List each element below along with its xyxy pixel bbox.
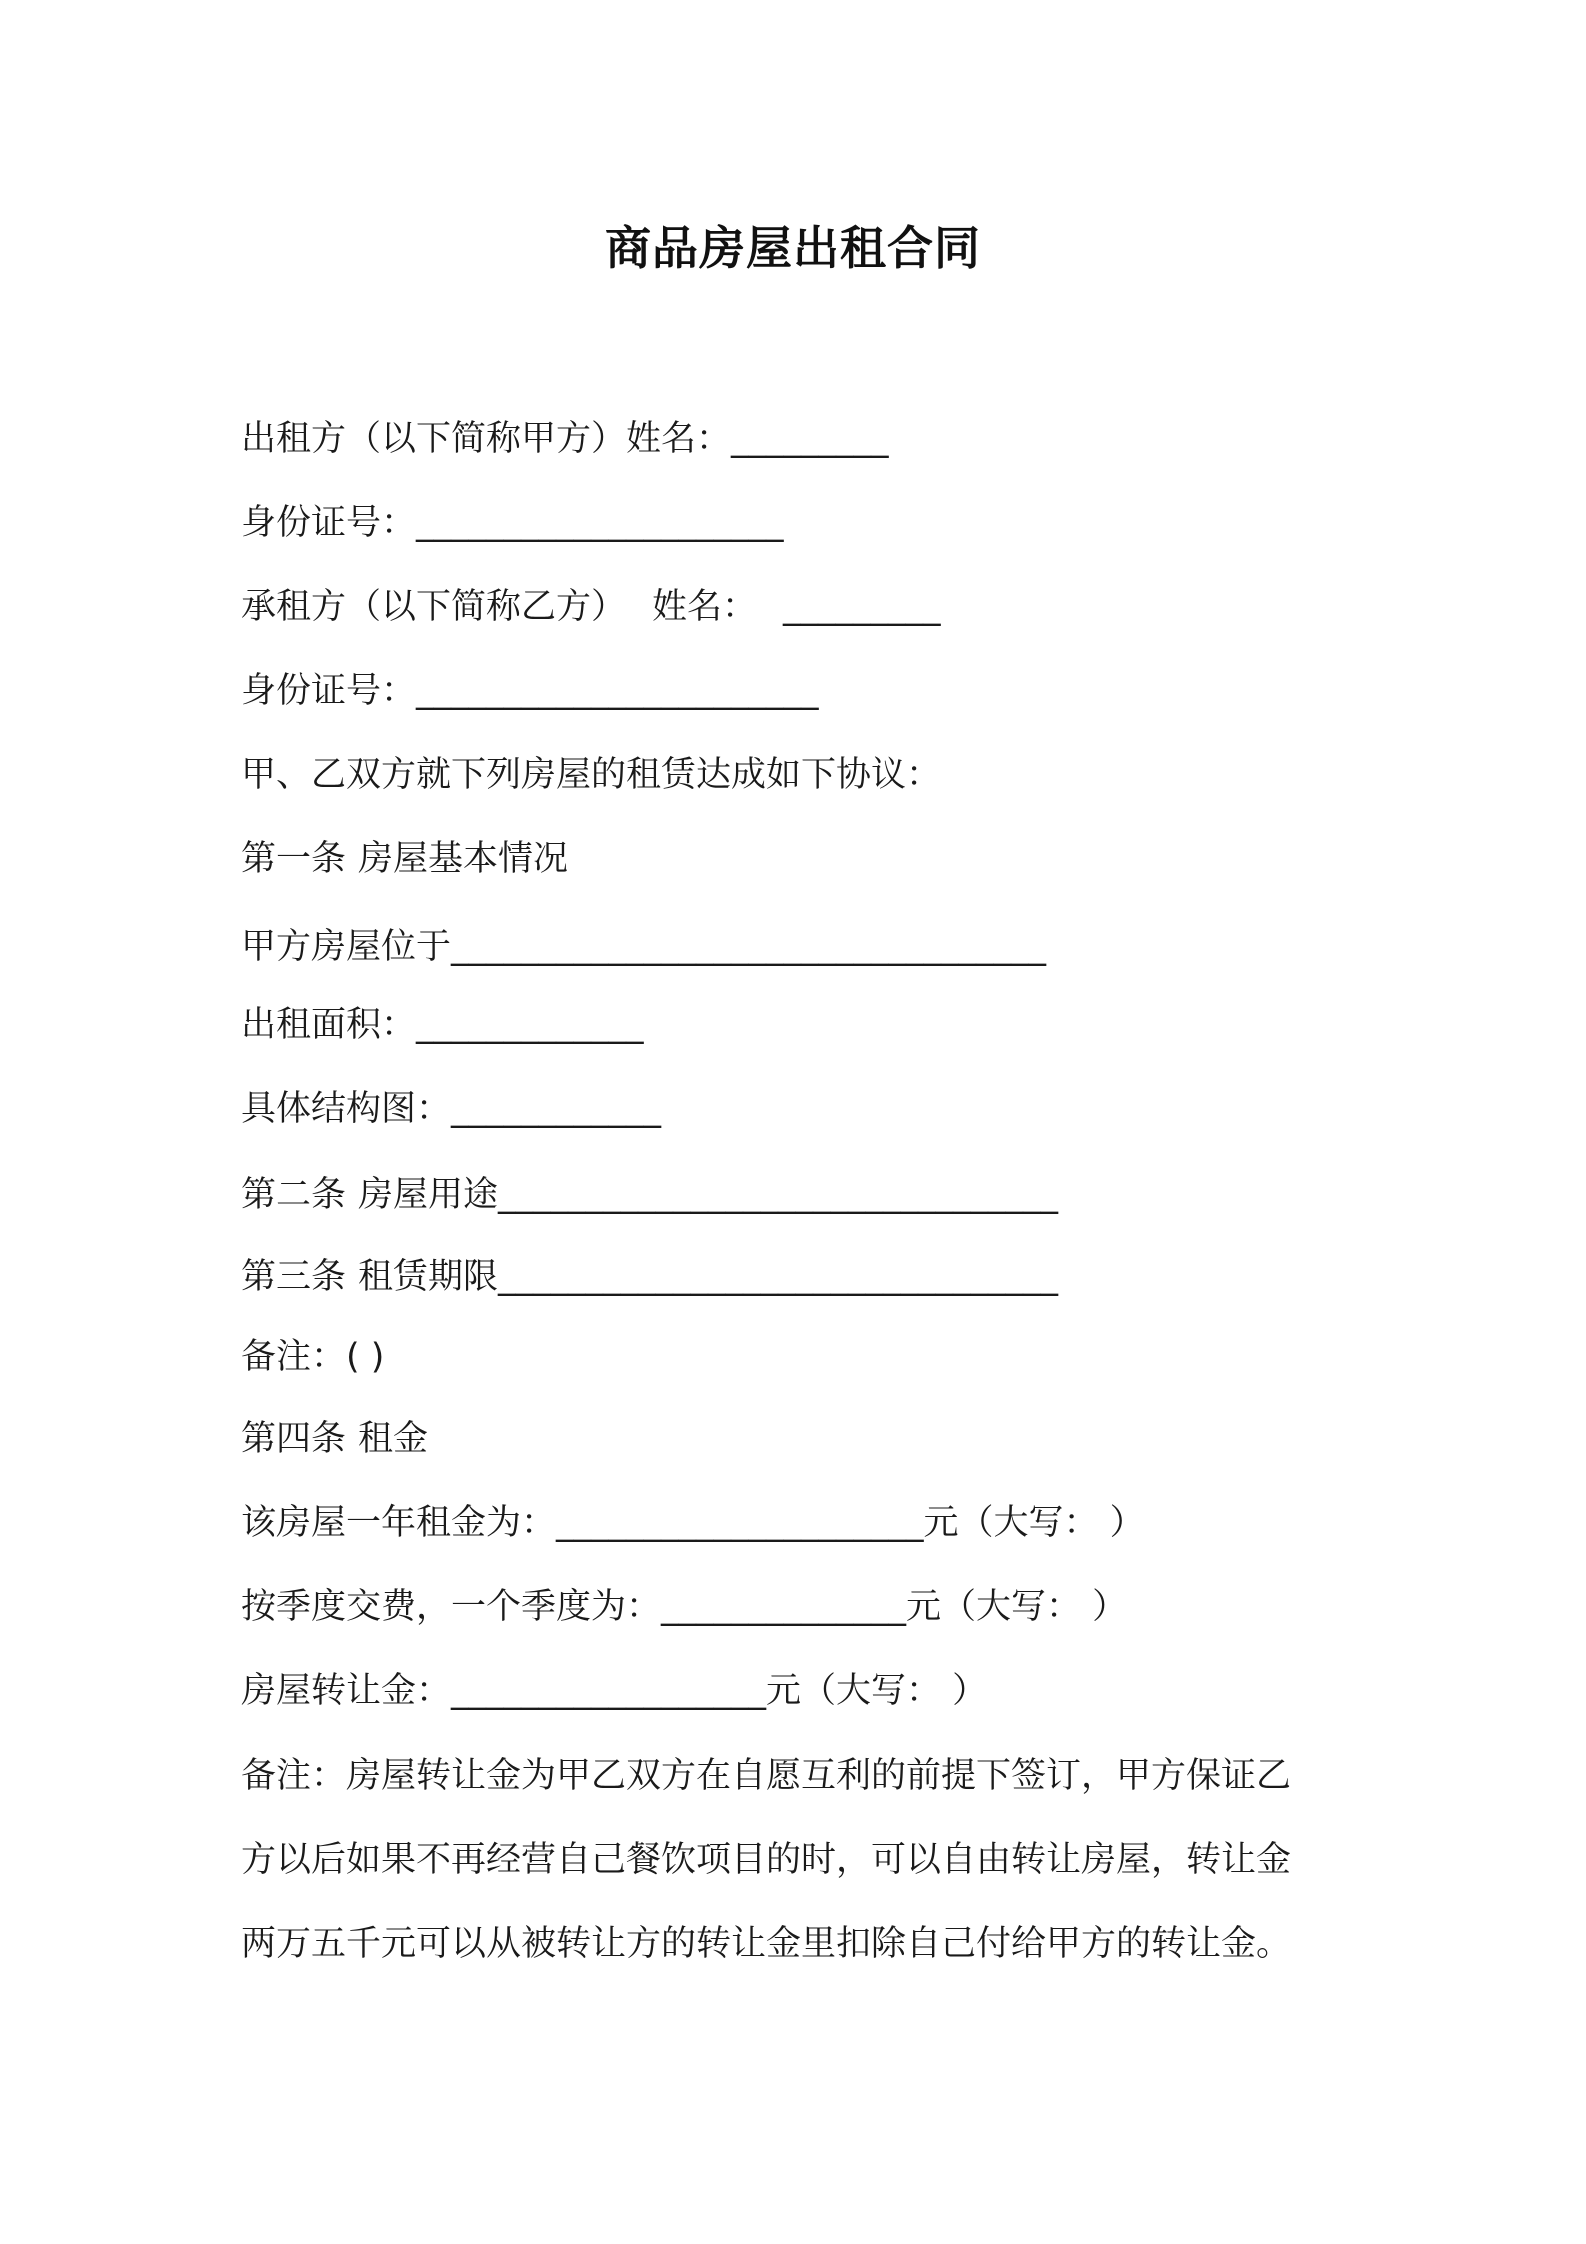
area-line: [241, 1000, 644, 1050]
remark-1-line: 备注：( ): [241, 1337, 385, 1377]
quarterly-rent-blank: ______________: [661, 1587, 907, 1627]
lessee-name-label: 姓名：: [652, 587, 758, 627]
area-label: 出租面积：: [241, 1005, 417, 1045]
quarterly-rent-suffix: 元（大写： ）: [906, 1587, 1128, 1627]
article-2-number: 第二条: [241, 1175, 347, 1215]
lessee-id-line: [241, 666, 819, 716]
lessor-name-label: 出租方（以下简称甲方）姓名：: [241, 419, 732, 459]
location-line: [241, 922, 1046, 972]
location-label: 甲方房屋位于: [241, 927, 452, 967]
structure-blank: ____________: [451, 1089, 662, 1129]
article-2-blank: ________________________________: [498, 1175, 1059, 1215]
quarterly-rent-label: 按季度交费，一个季度为：: [241, 1587, 662, 1627]
article-3-title: 租赁期限: [358, 1257, 499, 1297]
structure-line: [241, 1084, 661, 1134]
transfer-fee-label: 房屋转让金：: [241, 1671, 452, 1711]
article-2-title: 房屋用途: [358, 1175, 499, 1215]
document-title: 商品房屋出租合同: [605, 221, 981, 275]
article-4-title: 租金: [358, 1419, 429, 1459]
annual-rent-line: [241, 1498, 1145, 1548]
transfer-fee-blank: __________________: [451, 1671, 767, 1711]
lessor-id-label: 身份证号：: [241, 503, 417, 543]
location-blank: __________________________________: [451, 927, 1047, 967]
annual-rent-blank: _____________________: [556, 1503, 924, 1543]
remark-2-line-1: 备注：房屋转让金为甲乙双方在自愿互利的前提下签订，甲方保证乙: [241, 1756, 1292, 1796]
lessor-id-blank: _____________________: [416, 503, 784, 543]
lessee-id-blank: _______________________: [416, 671, 819, 711]
transfer-fee-suffix: 元（大写： ）: [766, 1671, 988, 1711]
article-3-number: 第三条: [241, 1257, 347, 1297]
article-1-title: 房屋基本情况: [358, 839, 569, 879]
intro-line: 甲、乙双方就下列房屋的租赁达成如下协议：: [241, 755, 942, 795]
area-blank: _____________: [416, 1005, 644, 1045]
lessee-name-blank: _________: [783, 587, 941, 627]
article-3-line: [241, 1252, 1058, 1302]
lessor-name-blank: _________: [731, 419, 889, 459]
article-2-line: [241, 1170, 1058, 1220]
lessor-name-line: [241, 414, 889, 464]
article-4-heading: [241, 1414, 428, 1464]
remark-2-paragraph: [241, 1734, 1361, 1986]
lessee-party-label: 承租方（以下简称乙方）: [241, 587, 627, 627]
lessor-id-line: [241, 498, 784, 548]
lessee-id-label: 身份证号：: [241, 671, 417, 711]
structure-label: 具体结构图：: [241, 1089, 452, 1129]
remark-2-line-3: 两万五千元可以从被转让方的转让金里扣除自己付给甲方的转让金。: [241, 1924, 1292, 1964]
annual-rent-label: 该房屋一年租金为：: [241, 1503, 557, 1543]
transfer-fee-line: [241, 1666, 987, 1716]
article-1-heading: [241, 834, 568, 884]
lessee-name-line: [241, 582, 941, 632]
annual-rent-suffix: 元（大写： ）: [923, 1503, 1145, 1543]
remark-2-line-2: 方以后如果不再经营自己餐饮项目的时，可以自由转让房屋，转让金: [241, 1840, 1292, 1880]
article-3-blank: ________________________________: [498, 1257, 1059, 1297]
article-1-number: 第一条: [241, 839, 347, 879]
article-4-number: 第四条: [241, 1419, 347, 1459]
quarterly-rent-line: [241, 1582, 1127, 1632]
